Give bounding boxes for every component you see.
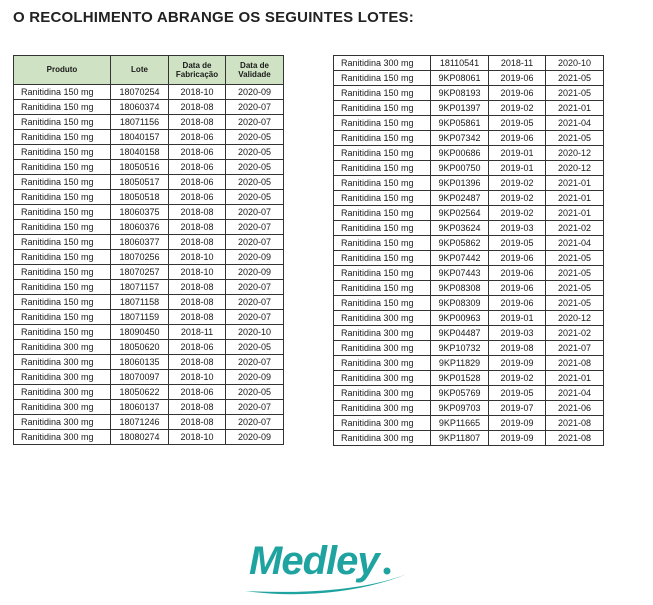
cell-data-validade: 2020-07 [226, 280, 284, 295]
cell-lote: 9KP05862 [431, 236, 489, 251]
cell-data-fabricacao: 2019-02 [489, 101, 546, 116]
table-row [14, 265, 284, 280]
cell-data-validade: 2021-06 [546, 401, 604, 416]
cell-data-fabricacao: 2019-06 [489, 131, 546, 146]
cell-lote: 9KP04487 [431, 326, 489, 341]
cell-lote: 9KP08061 [431, 71, 489, 86]
table-row [14, 310, 284, 325]
table-row [14, 85, 284, 100]
table-row [14, 250, 284, 265]
cell-lote: 9KP09703 [431, 401, 489, 416]
cell-data-fabricacao: 2019-09 [489, 416, 546, 431]
cell-produto: Ranitidina 150 mg [14, 160, 111, 175]
cell-produto: Ranitidina 150 mg [14, 145, 111, 160]
cell-data-validade: 2020-12 [546, 161, 604, 176]
cell-produto: Ranitidina 150 mg [334, 101, 431, 116]
table-row [14, 385, 284, 400]
table-row [334, 401, 604, 416]
table-row [334, 251, 604, 266]
table-row [14, 280, 284, 295]
cell-data-validade: 2020-07 [226, 220, 284, 235]
medley-logo [237, 528, 412, 600]
cell-lote: 18040157 [111, 130, 169, 145]
cell-data-fabricacao: 2019-02 [489, 371, 546, 386]
cell-produto: Ranitidina 150 mg [14, 220, 111, 235]
table-row [334, 386, 604, 401]
table-row [14, 115, 284, 130]
cell-data-fabricacao: 2019-08 [489, 341, 546, 356]
header-produto: Produto [14, 56, 111, 85]
table-row [334, 341, 604, 356]
cell-data-validade: 2021-01 [546, 101, 604, 116]
table-row [334, 206, 604, 221]
cell-produto: Ranitidina 150 mg [334, 236, 431, 251]
cell-data-validade: 2021-02 [546, 221, 604, 236]
cell-produto: Ranitidina 150 mg [334, 116, 431, 131]
cell-data-validade: 2021-07 [546, 341, 604, 356]
cell-data-fabricacao: 2018-08 [169, 205, 226, 220]
cell-lote: 9KP11807 [431, 431, 489, 446]
cell-lote: 9KP08309 [431, 296, 489, 311]
cell-data-validade: 2020-09 [226, 85, 284, 100]
cell-data-fabricacao: 2018-08 [169, 280, 226, 295]
cell-produto: Ranitidina 300 mg [14, 340, 111, 355]
cell-data-validade: 2021-05 [546, 86, 604, 101]
cell-data-fabricacao: 2018-06 [169, 175, 226, 190]
cell-produto: Ranitidina 300 mg [14, 400, 111, 415]
cell-data-fabricacao: 2018-11 [489, 56, 546, 71]
cell-data-fabricacao: 2018-10 [169, 370, 226, 385]
cell-produto: Ranitidina 300 mg [334, 371, 431, 386]
logo-wordmark: Medley [249, 539, 379, 583]
cell-produto: Ranitidina 300 mg [334, 311, 431, 326]
cell-data-validade: 2021-04 [546, 236, 604, 251]
cell-lote: 18050622 [111, 385, 169, 400]
cell-data-validade: 2020-07 [226, 235, 284, 250]
table-row [14, 400, 284, 415]
cell-data-validade: 2021-05 [546, 131, 604, 146]
cell-data-fabricacao: 2019-01 [489, 146, 546, 161]
cell-lote: 18050516 [111, 160, 169, 175]
cell-data-fabricacao: 2018-11 [169, 325, 226, 340]
cell-produto: Ranitidina 150 mg [334, 296, 431, 311]
cell-data-validade: 2021-05 [546, 281, 604, 296]
cell-produto: Ranitidina 150 mg [14, 265, 111, 280]
cell-data-fabricacao: 2019-06 [489, 281, 546, 296]
table-row [14, 355, 284, 370]
cell-lote: 9KP01396 [431, 176, 489, 191]
cell-produto: Ranitidina 150 mg [334, 176, 431, 191]
table-row [334, 116, 604, 131]
cell-data-fabricacao: 2018-08 [169, 310, 226, 325]
cell-data-fabricacao: 2019-06 [489, 296, 546, 311]
cell-produto: Ranitidina 150 mg [334, 266, 431, 281]
header-lote: Lote [111, 56, 169, 85]
cell-data-validade: 2021-01 [546, 191, 604, 206]
cell-data-fabricacao: 2019-06 [489, 71, 546, 86]
cell-lote: 18060137 [111, 400, 169, 415]
cell-lote: 9KP03624 [431, 221, 489, 236]
cell-data-fabricacao: 2018-06 [169, 190, 226, 205]
cell-data-validade: 2020-09 [226, 265, 284, 280]
cell-data-validade: 2020-07 [226, 100, 284, 115]
table-row [14, 145, 284, 160]
cell-produto: Ranitidina 150 mg [334, 131, 431, 146]
cell-produto: Ranitidina 150 mg [14, 115, 111, 130]
cell-produto: Ranitidina 150 mg [14, 100, 111, 115]
cell-produto: Ranitidina 150 mg [14, 250, 111, 265]
cell-data-validade: 2020-05 [226, 175, 284, 190]
table-row [334, 356, 604, 371]
cell-produto: Ranitidina 150 mg [334, 86, 431, 101]
cell-lote: 9KP07342 [431, 131, 489, 146]
cell-produto: Ranitidina 300 mg [334, 431, 431, 446]
table-row [334, 101, 604, 116]
cell-data-validade: 2020-07 [226, 115, 284, 130]
cell-data-fabricacao: 2018-08 [169, 355, 226, 370]
cell-lote: 9KP10732 [431, 341, 489, 356]
cell-produto: Ranitidina 300 mg [14, 430, 111, 445]
cell-data-validade: 2021-08 [546, 416, 604, 431]
cell-produto: Ranitidina 150 mg [14, 190, 111, 205]
cell-lote: 9KP01397 [431, 101, 489, 116]
cell-lote: 18060135 [111, 355, 169, 370]
cell-lote: 18040158 [111, 145, 169, 160]
cell-produto: Ranitidina 150 mg [14, 175, 111, 190]
cell-lote: 18071157 [111, 280, 169, 295]
table-row [14, 160, 284, 175]
cell-data-fabricacao: 2018-08 [169, 220, 226, 235]
cell-lote: 18080274 [111, 430, 169, 445]
cell-data-validade: 2020-07 [226, 205, 284, 220]
table-row [334, 431, 604, 446]
cell-data-fabricacao: 2018-08 [169, 415, 226, 430]
table-row [14, 340, 284, 355]
cell-lote: 18070257 [111, 265, 169, 280]
cell-produto: Ranitidina 150 mg [334, 161, 431, 176]
cell-lote: 18090450 [111, 325, 169, 340]
cell-lote: 18050518 [111, 190, 169, 205]
table-row [334, 161, 604, 176]
cell-data-validade: 2020-05 [226, 385, 284, 400]
cell-data-validade: 2020-07 [226, 310, 284, 325]
table-row [334, 281, 604, 296]
cell-data-validade: 2020-10 [546, 56, 604, 71]
cell-data-validade: 2021-01 [546, 206, 604, 221]
cell-produto: Ranitidina 150 mg [334, 146, 431, 161]
cell-data-validade: 2020-12 [546, 311, 604, 326]
table-row [334, 416, 604, 431]
cell-produto: Ranitidina 150 mg [334, 191, 431, 206]
cell-produto: Ranitidina 300 mg [334, 326, 431, 341]
table-row [334, 326, 604, 341]
cell-data-fabricacao: 2019-02 [489, 206, 546, 221]
cell-data-fabricacao: 2018-06 [169, 385, 226, 400]
cell-data-fabricacao: 2019-07 [489, 401, 546, 416]
table-row [14, 100, 284, 115]
cell-data-fabricacao: 2019-03 [489, 221, 546, 236]
cell-data-fabricacao: 2018-10 [169, 250, 226, 265]
cell-produto: Ranitidina 150 mg [14, 295, 111, 310]
header-data-fabricacao: Data de Fabricação [169, 56, 226, 85]
cell-data-fabricacao: 2019-06 [489, 266, 546, 281]
cell-lote: 18071246 [111, 415, 169, 430]
cell-data-fabricacao: 2019-06 [489, 86, 546, 101]
cell-lote: 9KP11829 [431, 356, 489, 371]
cell-data-fabricacao: 2018-08 [169, 400, 226, 415]
cell-data-fabricacao: 2019-01 [489, 311, 546, 326]
table-row [334, 266, 604, 281]
cell-lote: 9KP08193 [431, 86, 489, 101]
cell-data-validade: 2020-05 [226, 160, 284, 175]
cell-produto: Ranitidina 300 mg [14, 415, 111, 430]
table-row [14, 175, 284, 190]
cell-data-validade: 2020-07 [226, 415, 284, 430]
header-data-validade: Data de Validade [226, 56, 284, 85]
cell-data-validade: 2021-01 [546, 176, 604, 191]
cell-data-fabricacao: 2019-05 [489, 236, 546, 251]
cell-data-fabricacao: 2019-06 [489, 251, 546, 266]
cell-lote: 9KP01528 [431, 371, 489, 386]
lots-table-right [333, 55, 604, 446]
cell-data-fabricacao: 2018-06 [169, 145, 226, 160]
cell-produto: Ranitidina 150 mg [14, 130, 111, 145]
cell-data-fabricacao: 2018-06 [169, 160, 226, 175]
cell-produto: Ranitidina 150 mg [14, 205, 111, 220]
cell-data-fabricacao: 2018-08 [169, 100, 226, 115]
cell-data-fabricacao: 2018-08 [169, 115, 226, 130]
cell-produto: Ranitidina 150 mg [14, 325, 111, 340]
cell-data-fabricacao: 2019-05 [489, 386, 546, 401]
cell-produto: Ranitidina 150 mg [334, 281, 431, 296]
table-row [334, 311, 604, 326]
table-row [14, 190, 284, 205]
cell-data-validade: 2021-04 [546, 116, 604, 131]
cell-lote: 9KP08308 [431, 281, 489, 296]
cell-lote: 18060374 [111, 100, 169, 115]
cell-data-fabricacao: 2019-05 [489, 116, 546, 131]
cell-data-validade: 2020-09 [226, 250, 284, 265]
cell-data-validade: 2020-07 [226, 400, 284, 415]
cell-data-fabricacao: 2018-10 [169, 85, 226, 100]
cell-data-validade: 2021-08 [546, 356, 604, 371]
table-row [334, 371, 604, 386]
cell-data-validade: 2020-07 [226, 355, 284, 370]
table-row [14, 430, 284, 445]
table-row [14, 325, 284, 340]
cell-produto: Ranitidina 300 mg [334, 401, 431, 416]
cell-produto: Ranitidina 300 mg [14, 370, 111, 385]
table-row [334, 56, 604, 71]
cell-data-fabricacao: 2018-06 [169, 130, 226, 145]
cell-produto: Ranitidina 300 mg [334, 56, 431, 71]
cell-lote: 18070097 [111, 370, 169, 385]
table-row [14, 370, 284, 385]
table-row [334, 86, 604, 101]
page-heading: O RECOLHIMENTO ABRANGE OS SEGUINTES LOTES: [13, 9, 414, 26]
logo-dot [384, 568, 391, 575]
cell-lote: 9KP00963 [431, 311, 489, 326]
cell-produto: Ranitidina 300 mg [334, 416, 431, 431]
cell-data-fabricacao: 2018-10 [169, 265, 226, 280]
cell-data-validade: 2021-04 [546, 386, 604, 401]
cell-data-validade: 2020-07 [226, 295, 284, 310]
table-row [14, 205, 284, 220]
table-row [334, 71, 604, 86]
cell-data-fabricacao: 2019-01 [489, 161, 546, 176]
cell-lote: 18071156 [111, 115, 169, 130]
cell-lote: 18071159 [111, 310, 169, 325]
cell-data-fabricacao: 2019-09 [489, 431, 546, 446]
table-row [334, 131, 604, 146]
cell-data-fabricacao: 2018-08 [169, 295, 226, 310]
cell-data-validade: 2020-09 [226, 370, 284, 385]
table-row [334, 236, 604, 251]
cell-produto: Ranitidina 300 mg [334, 356, 431, 371]
cell-produto: Ranitidina 150 mg [14, 310, 111, 325]
cell-lote: 9KP07443 [431, 266, 489, 281]
cell-lote: 9KP11665 [431, 416, 489, 431]
cell-data-validade: 2021-05 [546, 71, 604, 86]
cell-produto: Ranitidina 300 mg [14, 385, 111, 400]
cell-data-validade: 2020-05 [226, 145, 284, 160]
cell-data-fabricacao: 2018-10 [169, 430, 226, 445]
cell-lote: 18050517 [111, 175, 169, 190]
cell-produto: Ranitidina 150 mg [334, 221, 431, 236]
cell-produto: Ranitidina 300 mg [14, 355, 111, 370]
lots-table-left [13, 55, 284, 445]
table-row [334, 296, 604, 311]
cell-lote: 18060375 [111, 205, 169, 220]
cell-data-validade: 2020-10 [226, 325, 284, 340]
table-row [334, 221, 604, 236]
cell-data-fabricacao: 2019-09 [489, 356, 546, 371]
table-row [14, 235, 284, 250]
cell-data-fabricacao: 2019-02 [489, 191, 546, 206]
cell-lote: 18070254 [111, 85, 169, 100]
cell-produto: Ranitidina 150 mg [14, 235, 111, 250]
cell-data-validade: 2020-05 [226, 130, 284, 145]
cell-data-validade: 2020-05 [226, 190, 284, 205]
table-row [14, 295, 284, 310]
cell-data-validade: 2020-09 [226, 430, 284, 445]
cell-lote: 18060376 [111, 220, 169, 235]
cell-lote: 9KP02487 [431, 191, 489, 206]
cell-produto: Ranitidina 150 mg [14, 280, 111, 295]
cell-data-validade: 2021-05 [546, 266, 604, 281]
cell-data-validade: 2021-05 [546, 251, 604, 266]
cell-data-validade: 2020-05 [226, 340, 284, 355]
cell-lote: 9KP05769 [431, 386, 489, 401]
cell-lote: 9KP07442 [431, 251, 489, 266]
cell-lote: 9KP05861 [431, 116, 489, 131]
table-header-row [14, 56, 284, 85]
cell-lote: 18071158 [111, 295, 169, 310]
cell-data-validade: 2020-12 [546, 146, 604, 161]
cell-lote: 9KP02564 [431, 206, 489, 221]
cell-lote: 9KP00686 [431, 146, 489, 161]
table-row [334, 176, 604, 191]
table-row [14, 220, 284, 235]
cell-data-validade: 2021-05 [546, 296, 604, 311]
cell-data-fabricacao: 2018-08 [169, 235, 226, 250]
cell-data-validade: 2021-01 [546, 371, 604, 386]
cell-data-fabricacao: 2019-03 [489, 326, 546, 341]
cell-produto: Ranitidina 150 mg [14, 85, 111, 100]
cell-data-fabricacao: 2018-06 [169, 340, 226, 355]
cell-produto: Ranitidina 150 mg [334, 206, 431, 221]
cell-lote: 18110541 [431, 56, 489, 71]
table-row [14, 130, 284, 145]
cell-lote: 18060377 [111, 235, 169, 250]
cell-lote: 9KP00750 [431, 161, 489, 176]
table-row [334, 146, 604, 161]
cell-data-fabricacao: 2019-02 [489, 176, 546, 191]
cell-produto: Ranitidina 300 mg [334, 386, 431, 401]
table-row [334, 191, 604, 206]
cell-produto: Ranitidina 300 mg [334, 341, 431, 356]
cell-lote: 18050620 [111, 340, 169, 355]
cell-data-validade: 2021-08 [546, 431, 604, 446]
cell-lote: 18070256 [111, 250, 169, 265]
cell-data-validade: 2021-02 [546, 326, 604, 341]
table-row [14, 415, 284, 430]
cell-produto: Ranitidina 150 mg [334, 251, 431, 266]
cell-produto: Ranitidina 150 mg [334, 71, 431, 86]
